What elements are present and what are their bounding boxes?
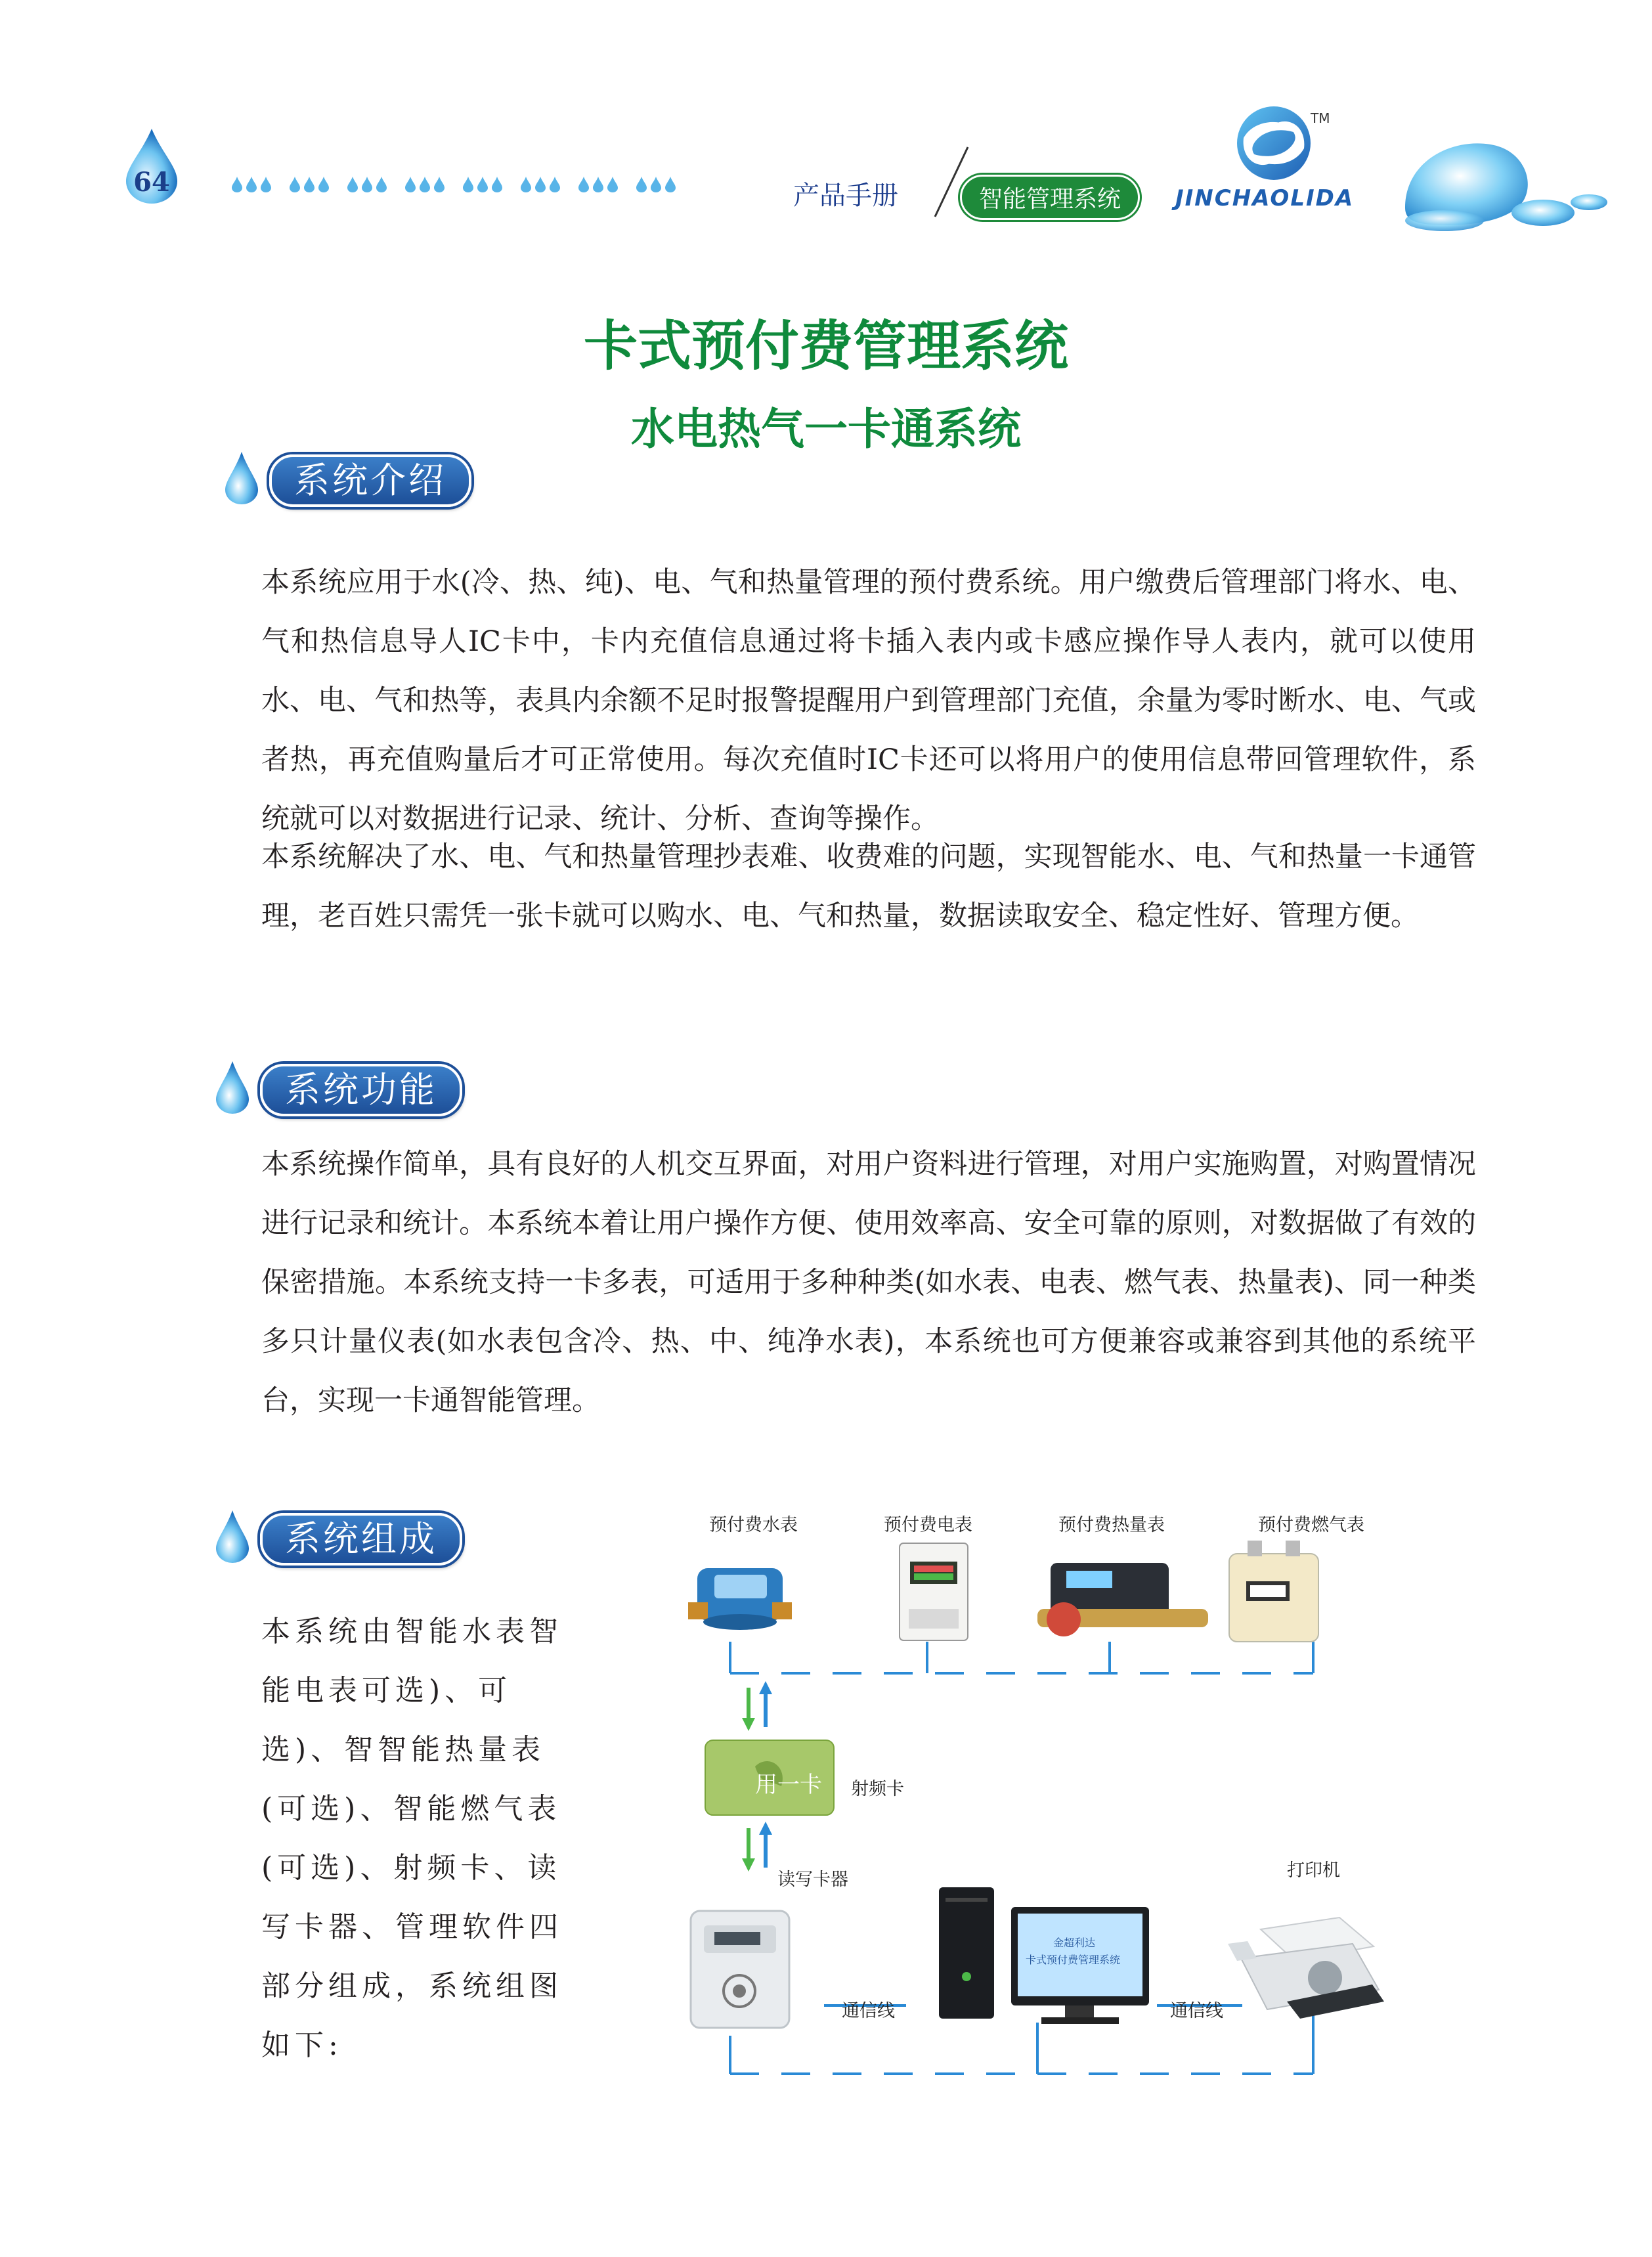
printer-image bbox=[1228, 1917, 1384, 2019]
small-drop-icon bbox=[592, 176, 604, 193]
gas-meter-image bbox=[1229, 1541, 1318, 1642]
small-drop-icon bbox=[578, 176, 590, 193]
small-drop-icon bbox=[491, 176, 503, 193]
label-electric-meter: 预付费电表 bbox=[884, 1515, 972, 1535]
label-comm-line-right: 通信线 bbox=[1170, 2001, 1223, 2021]
drop-group bbox=[636, 176, 676, 193]
page-number-badge bbox=[122, 126, 181, 205]
small-drop-icon bbox=[462, 176, 474, 193]
system-diagram bbox=[657, 1491, 1484, 2121]
page-title: 卡式预付费管理系统 bbox=[583, 315, 1068, 378]
small-drop-icon bbox=[549, 176, 561, 193]
page-subtitle: 水电热气一卡通系统 bbox=[631, 404, 1021, 454]
small-drop-icon bbox=[303, 176, 315, 193]
label-heat-meter: 预付费热量表 bbox=[1058, 1515, 1165, 1535]
small-drop-icon bbox=[289, 176, 301, 193]
label-rf-card: 射频卡 bbox=[851, 1779, 904, 1799]
small-drop-icon bbox=[404, 176, 416, 193]
drop-group bbox=[231, 176, 272, 193]
small-drop-icon bbox=[433, 176, 445, 193]
small-drop-icon bbox=[231, 176, 243, 193]
section-heading: 系统介绍 bbox=[269, 454, 471, 507]
small-drop-icon bbox=[318, 176, 330, 193]
water-drop-icon bbox=[214, 1509, 251, 1564]
diagram-lines bbox=[657, 1491, 1484, 2121]
card-print-text: 用一卡 bbox=[755, 1772, 822, 1798]
drop-group bbox=[347, 176, 387, 193]
category-badge: 智能管理系统 bbox=[960, 175, 1140, 220]
electric-meter-image bbox=[900, 1543, 968, 1640]
intro-paragraph-1: 本系统应用于水(冷、热、纯)、电、气和热量管理的预付费系统。用户缴费后管理部门将水、电、气和热信息导人IC卡中，卡内充值信息通过将卡插入表内或卡感应操作导人表内，就可以使用水、电、气和热等，表具内余额不足时报警提醒用户到管理部门充值，余量为零时断水、电、气或者热，再充值购量后才可正常使用。每次充值时IC卡还可以将用户的使用信息带回管理软件，系统就可以对数据进行记录、统计、分析、查询等操作。 bbox=[261, 566, 1476, 835]
manual-label: 产品手册 bbox=[793, 181, 898, 211]
decorative-drops bbox=[231, 176, 693, 193]
section-heading: 系统组成 bbox=[260, 1513, 462, 1566]
page-number: 64 bbox=[133, 167, 170, 198]
function-paragraph: 本系统操作简单，具有良好的人机交互界面，对用户资料进行管理，对用户实施购置，对购置情况进行记录和统计。本系统本着让用户操作方便、使用效率高、安全可靠的原则，对数据做了有效的保密措施。本系统支持一卡多表，可适用于多种种类(如水表、电表、燃气表、热量表)、同一种类多只计量仪表(如水表包含冷、热、中、纯净水表)，本系统也可方便兼容或兼容到其他的系统平台，实现一卡通智能管理。 bbox=[261, 1148, 1476, 1417]
drop-group bbox=[578, 176, 619, 193]
sync-arrows-bottom bbox=[742, 1822, 772, 1872]
water-splash-decoration bbox=[1392, 129, 1609, 240]
small-drop-icon bbox=[520, 176, 532, 193]
label-card-reader: 读写卡器 bbox=[777, 1870, 848, 1890]
card-reader-image bbox=[691, 1911, 789, 2028]
small-drop-icon bbox=[246, 176, 257, 193]
small-drop-icon bbox=[419, 176, 431, 193]
logo-text: JINCHAOLIDA bbox=[1175, 185, 1355, 211]
small-drop-icon bbox=[650, 176, 662, 193]
label-comm-line-left: 通信线 bbox=[842, 2001, 895, 2021]
screen-text-line2: 卡式预付费管理系统 bbox=[1026, 1954, 1121, 1966]
small-drop-icon bbox=[636, 176, 647, 193]
label-gas-meter: 预付费燃气表 bbox=[1258, 1515, 1364, 1535]
intro-paragraph-2: 本系统解决了水、电、气和热量管理抄表难、收费难的问题，实现智能水、电、气和热量一卡通管理，老百姓只需凭一张卡就可以购水、电、气和热量，数据读取安全、稳定性好、管理方便。 bbox=[261, 841, 1476, 932]
small-drop-icon bbox=[361, 176, 373, 193]
label-printer: 打印机 bbox=[1287, 1860, 1340, 1881]
water-drop-icon bbox=[223, 450, 260, 506]
drop-group bbox=[289, 176, 330, 193]
label-water-meter: 预付费水表 bbox=[709, 1515, 798, 1535]
water-drop-icon bbox=[214, 1060, 251, 1115]
water-meter-image bbox=[688, 1568, 792, 1630]
composition-paragraph: 本系统由智能水表智能电表可选)、可选)、智智能热量表(可选)、智能燃气表(可选)、射频卡、读写卡器、管理软件四部分组成，系统组图如下: bbox=[261, 1615, 563, 2062]
drop-group bbox=[462, 176, 503, 193]
trademark: TM bbox=[1311, 110, 1330, 126]
small-drop-icon bbox=[534, 176, 546, 193]
small-drop-icon bbox=[376, 176, 387, 193]
small-drop-icon bbox=[260, 176, 272, 193]
small-drop-icon bbox=[664, 176, 676, 193]
small-drop-icon bbox=[347, 176, 359, 193]
small-drop-icon bbox=[477, 176, 489, 193]
screen-text-line1: 金超利达 bbox=[1053, 1937, 1096, 1949]
heat-meter-image bbox=[1037, 1563, 1208, 1636]
section-heading: 系统功能 bbox=[260, 1064, 462, 1116]
drop-group bbox=[520, 176, 561, 193]
sync-arrows-top bbox=[742, 1681, 772, 1731]
drop-group bbox=[404, 176, 445, 193]
small-drop-icon bbox=[607, 176, 619, 193]
